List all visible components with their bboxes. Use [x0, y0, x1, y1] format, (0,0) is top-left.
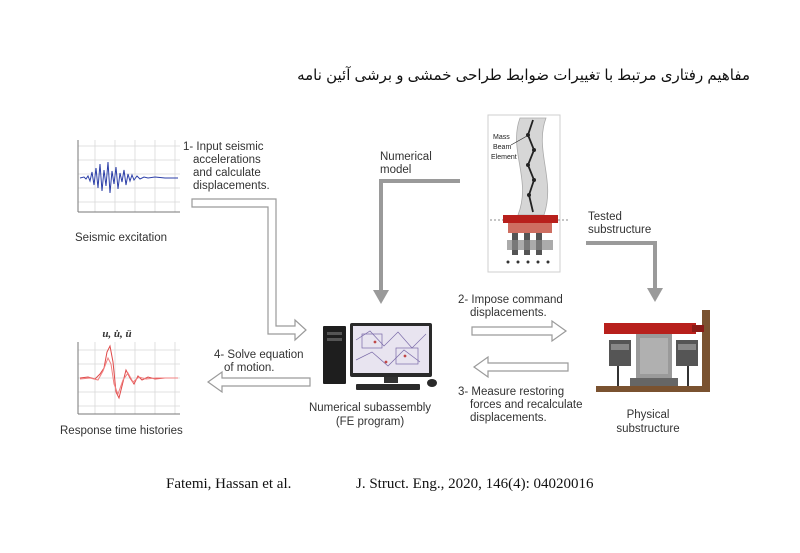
page-title: مفاهیم رفتاری مرتبط با تغییرات ضوابط طراحی خمشی و برشی آئین نامه [297, 67, 750, 84]
computer-icon [323, 323, 437, 390]
response-symbols-label: u, u̇, ü [102, 328, 132, 340]
numerical-model-arrow-icon [373, 181, 460, 304]
response-history-plot [78, 342, 180, 414]
impose-arrow-icon [472, 321, 566, 341]
response-time-histories-label: Response time histories [60, 425, 183, 437]
physical-substructure-image [596, 310, 710, 392]
solve-arrow-icon [208, 372, 310, 392]
seismic-excitation-label: Seismic excitation [75, 232, 168, 244]
input-arrow-icon [192, 199, 306, 340]
model-annotation-element: Element [491, 154, 517, 161]
step1-label: 1- Input seismic accelerations and calculate displacements. [183, 141, 270, 192]
substructure-label: substructure [616, 423, 680, 435]
measure-arrow-icon [474, 357, 568, 377]
model-annotation-beam: Beam [493, 144, 512, 151]
citation-authors: Fatemi, Hassan et al. [166, 476, 292, 492]
step4-label: 4- Solve equation of motion. [214, 349, 304, 374]
step2-label: 2- Impose command displacements. [458, 294, 563, 319]
tested-substructure-arrow-icon [586, 243, 663, 302]
fe-program-label: (FE program) [335, 416, 405, 428]
numerical-subassembly-label: Numerical subassembly [308, 402, 432, 414]
tested-substructure-label: Tested substructure [588, 211, 652, 236]
step3-label: 3- Measure restoring forces and recalculate displacements. [458, 386, 583, 424]
numerical-model-label: Numerical model [380, 151, 432, 176]
seismic-excitation-plot [78, 140, 180, 212]
numerical-model-image [488, 115, 568, 272]
citation-journal: J. Struct. Eng., 2020, 146(4): 04020016 [356, 476, 594, 492]
model-annotation-mass: Mass [493, 134, 510, 141]
physical-label: Physical [626, 409, 670, 421]
